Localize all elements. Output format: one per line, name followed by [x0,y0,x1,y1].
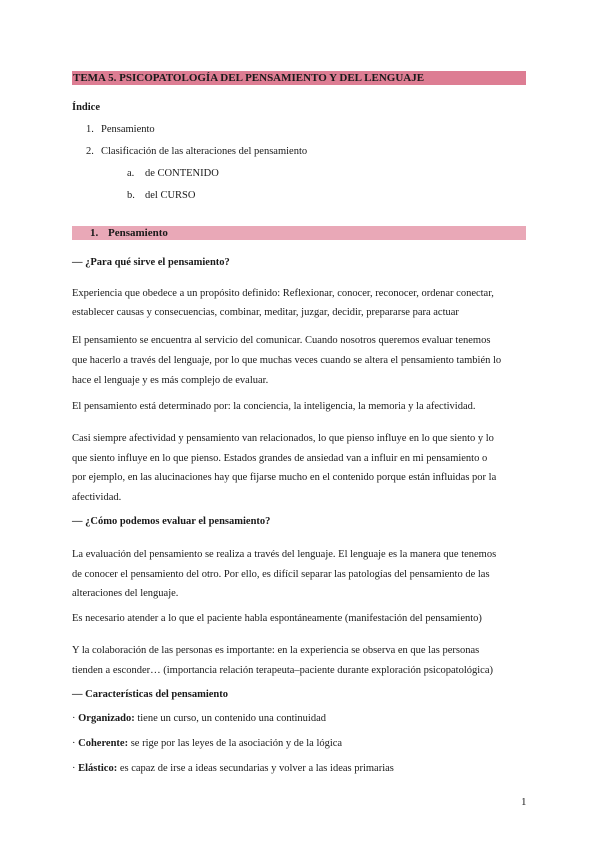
page-number: 1 [521,796,527,808]
section-title: Pensamiento [108,227,168,239]
index-item-label: Clasificación de las alteraciones del pensamiento [101,146,308,157]
characteristic-term: Elástico: [78,763,118,774]
characteristic-text: se rige por las leyes de la asociación y de la lógica [128,738,343,749]
bullet: · [72,738,76,749]
characteristic-text: es capaz de irse a ideas secundarias y volver a las ideas primarias [117,763,394,774]
paragraph-line: que siento influye en lo que pienso. Estados grandes de ansiedad van a influir en mi pensamiento o [72,452,488,464]
paragraph [72,545,528,604]
index-heading: Índice [72,102,101,113]
paragraph [72,331,528,391]
paragraph [72,284,528,322]
paragraph: El pensamiento está determinado por: la conciencia, la inteligencia, la memoria y la afectividad. [72,401,476,412]
index-subitem-letter: b. [127,190,135,201]
paragraph [72,641,528,680]
paragraph-line: establecer causas y consecuencias, combinar, meditar, juzgar, decidir, prepararse para actuar [72,307,459,318]
question-heading: — ¿Para qué sirve el pensamiento? [72,257,230,268]
paragraph-line: por ejemplo, en las alucinaciones hay que fijarse mucho en el contenido porque están influidas por la [72,472,497,483]
index-subitem-letter: a. [127,168,135,179]
paragraph-line: Casi siempre afectividad y pensamiento van relacionados, lo que pienso influye en lo que siento y lo [72,433,494,444]
paragraph-line: tienden a esconder… (importancia relación terapeuta–paciente durante exploración psicopatológica) [72,664,493,676]
characteristic-term: Coherente: [78,738,129,749]
characteristic-text: tiene un curso, un contenido una continuidad [134,713,327,724]
document-title: TEMA 5. PSICOPATOLOGÍA DEL PENSAMIENTO Y DEL LENGUAJE [73,72,425,84]
section-number: 1. [90,227,99,239]
index-item-number: 2. [86,146,94,157]
paragraph-line: Experiencia que obedece a un propósito definido: Reflexionar, conocer, reconocer, ordenar conectar, [72,288,494,299]
paragraph [72,429,528,507]
paragraph-line: Y la colaboración de las personas es importante: en la experiencia se observa en que las personas [72,645,480,656]
index-subitem-label: de CONTENIDO [145,168,219,179]
index-item-number: 1. [86,124,94,135]
characteristic-term: Organizado: [78,713,135,724]
bullet: · [72,763,76,774]
question-heading: — ¿Cómo podemos evaluar el pensamiento? [72,516,271,527]
index-subitem-label: del CURSO [145,190,196,201]
paragraph-line: afectividad. [72,491,122,503]
section-band [72,226,526,240]
index-item-label: Pensamiento [101,124,155,135]
bullet: · [72,713,76,724]
question-heading: — Características del pensamiento [72,689,229,700]
list-item [72,738,342,749]
paragraph-line: alteraciones del lenguaje. [72,588,179,599]
paragraph-line: hace el lenguaje y es más complejo de evaluar. [72,375,269,386]
paragraph-line: El pensamiento se encuentra al servicio del comunicar. Cuando nosotros queremos evaluar tenemos [72,335,491,346]
paragraph-line: que hacerlo a través del lenguaje, por lo que muchas veces cuando se altera el pensamiento también lo [72,355,502,366]
list-item [72,713,326,724]
list-item [72,763,394,774]
title-band [72,71,526,85]
paragraph-line: de conocer el pensamiento del otro. Por ello, es difícil separar las patologías del pensamiento de las [72,568,490,580]
paragraph-line: La evaluación del pensamiento se realiza a través del lenguaje. El lenguaje es la manera que tenemos [72,549,497,560]
paragraph: Es necesario atender a lo que el paciente habla espontáneamente (manifestación del pensamiento) [72,613,482,624]
